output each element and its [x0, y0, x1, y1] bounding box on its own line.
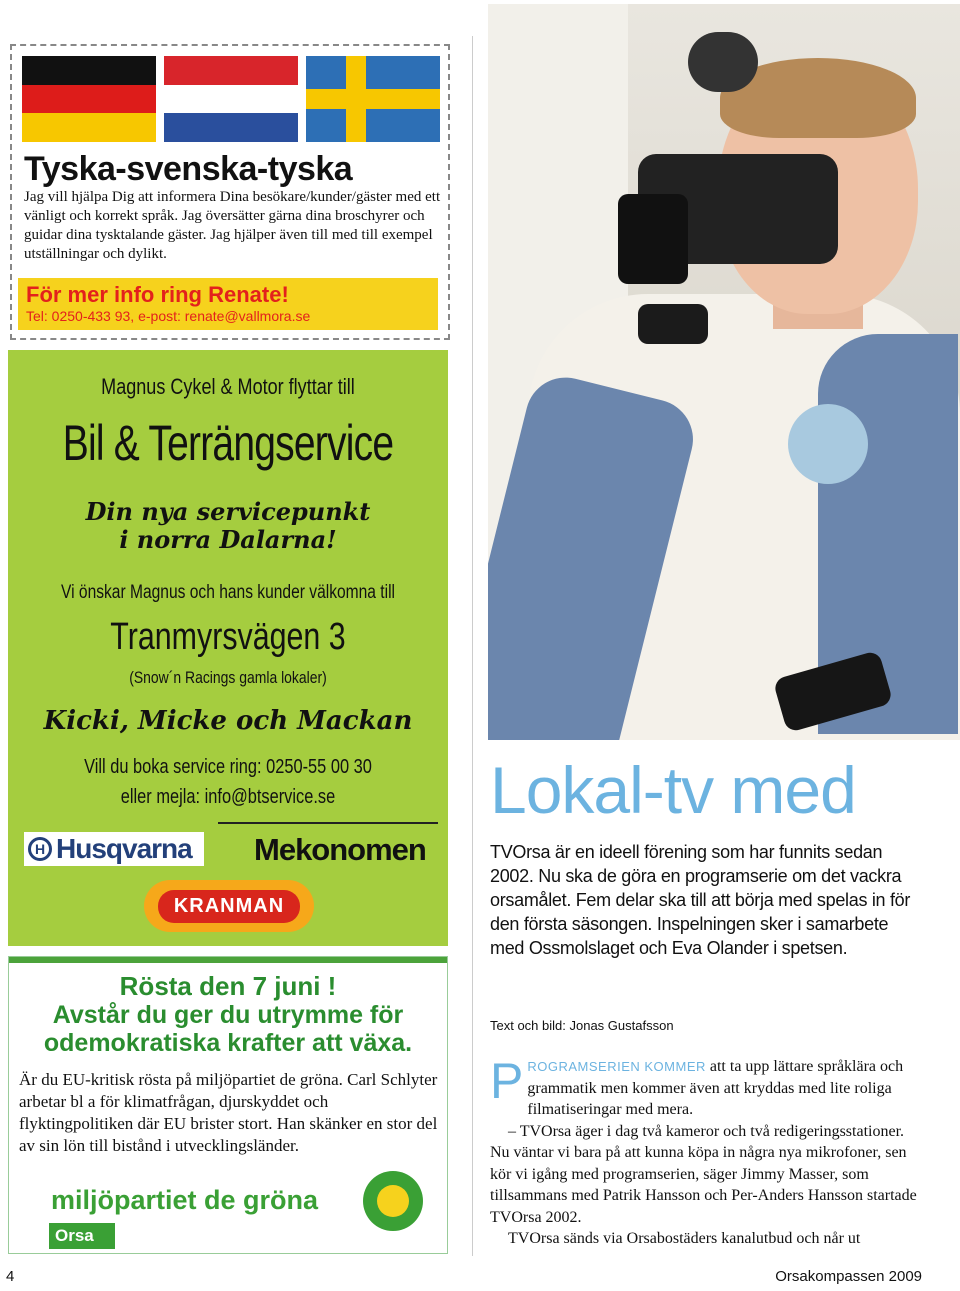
- article-photo: [488, 4, 960, 740]
- husqvarna-logo: [24, 832, 204, 866]
- translation-title: Tyska-svenska-tyska: [24, 150, 353, 188]
- vote-headline: Rösta den 7 juni !: [119, 971, 337, 1001]
- husqvarna-wordmark: Husqvarna: [56, 833, 192, 864]
- article-paragraph: – TVOrsa äger i dag två kameror och två redigeringsstationer. Nu väntar vi bara på att kunna köpa in några nya mikrofoner, sen kör vi igång med programserien, säger Jimmy Masser, som tillsammans med Patrik Hansson och Per-Anders Hansson startade TVOrsa 2002.: [490, 1122, 917, 1226]
- service-street: Tranmyrsvägen 3: [110, 616, 346, 658]
- swedish-flag-icon: [306, 56, 440, 142]
- article-paragraph: TVOrsa sänds via Orsabostäders kanalutbud och når ut: [508, 1230, 861, 1247]
- service-tagline: [8, 498, 448, 554]
- german-flag-icon: [22, 56, 156, 142]
- shirt-star-icon: [788, 404, 868, 484]
- camera-light-icon: [688, 32, 758, 92]
- party-city: Orsa: [49, 1223, 115, 1249]
- article-lead: TVOrsa är en ideell förening som har funnits sedan 2002. Nu ska de göra en programserie om det vackra orsamålet. Fem delar ska till att börja med spelas in för den första säsongen. Inspelningen sker i samarbete med Ossmolslaget och Eva Olander i spetsen.: [490, 842, 911, 958]
- vote-body: Är du EU-kritisk rösta på miljöpartiet de gröna. Carl Schlyter arbetar bl a för klimatfrågan, djurskyddet och flyktingpolitiken där EU brister stort. Han skänker en stor del av sin lön till bistånd i utvecklingsländer.: [19, 1070, 438, 1155]
- article-headline: Lokal-tv med: [490, 753, 856, 827]
- husqvarna-crown-icon: H: [28, 837, 52, 861]
- article-body: [490, 1053, 920, 1250]
- wristband: [638, 304, 708, 344]
- cta-contact[interactable]: Tel: 0250-433 93, e-post: renate@vallmora.se: [26, 308, 311, 324]
- mekonomen-logo: Mekonomen: [254, 832, 426, 867]
- tagline-line2: i norra Dalarna!: [119, 525, 337, 554]
- vote-subheadline: Avstår du ger du utrymme för odemokratiska krafter att växa.: [43, 1001, 413, 1057]
- service-intro: Magnus Cykel & Motor flyttar till: [101, 374, 355, 399]
- service-headline: Bil & Terrängservice: [62, 415, 394, 471]
- paragraph-text: att ta upp lättare språklära och grammatik men kommer även att kryddas med lite roliga filmatiseringar med mera.: [527, 1058, 904, 1118]
- service-welcome: Vi önskar Magnus och hans kunder välkomna till: [61, 582, 395, 603]
- service-names: Kicki, Micke och Mackan: [43, 706, 413, 736]
- drop-cap: P: [490, 1053, 524, 1109]
- vote-ad: [8, 956, 448, 1254]
- publication-name: Orsakompassen 2009: [775, 1268, 922, 1285]
- kranman-wordmark: KRANMAN: [158, 890, 300, 923]
- column-divider: [472, 36, 473, 1256]
- page-number: 4: [6, 1268, 15, 1285]
- party-logo-text: miljöpartiet de gröna: [51, 1185, 319, 1215]
- cta-heading: För mer info ring Renate!: [26, 282, 289, 307]
- service-phone[interactable]: Vill du boka service ring: 0250-55 00 30: [84, 756, 372, 778]
- vote-top-bar: [9, 957, 447, 963]
- translation-ad: [10, 44, 450, 340]
- article-paragraph: [490, 1053, 920, 1121]
- divider-line: [218, 822, 438, 824]
- service-email[interactable]: eller mejla: info@btservice.se: [120, 786, 336, 808]
- dutch-flag-icon: [164, 56, 298, 142]
- lead-in-caps: ROGRAMSERIEN KOMMER: [527, 1059, 706, 1074]
- article-byline: Text och bild: Jonas Gustafsson: [490, 1018, 674, 1033]
- tagline-line1: Din nya servicepunkt: [85, 497, 371, 526]
- service-ad: [8, 350, 448, 946]
- translation-body: Jag vill hjälpa Dig att informera Dina besökare/kunder/gäster med ett vänligt och korrekt språk. Jag översätter gärna dina broschyrer och guidar dina tysktalande gäster. Jag hjälper även till med till exempel utställningar och dylikt.: [24, 189, 441, 262]
- kranman-logo: [144, 880, 314, 932]
- translation-cta: [18, 278, 438, 330]
- dandelion-icon: [363, 1171, 423, 1231]
- service-street-note: (Snow´n Racings gamla lokaler): [129, 668, 327, 687]
